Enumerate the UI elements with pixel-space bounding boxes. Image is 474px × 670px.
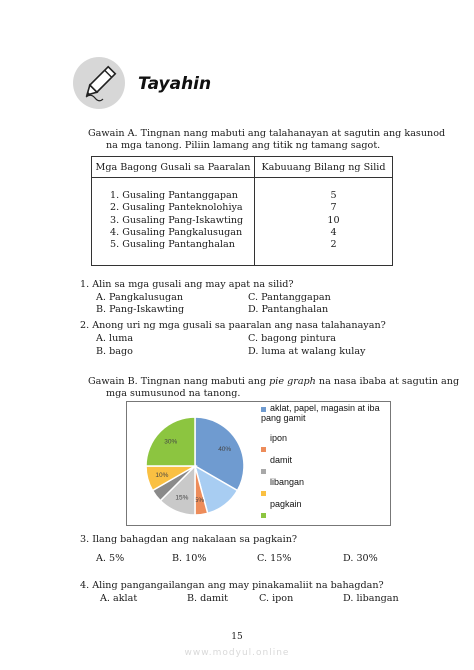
- option-2c: C. bagong pintura: [248, 333, 336, 344]
- gawain-b-instruction-post: na nasa ibaba at sagutin ang: [315, 376, 460, 387]
- table-row-count: 10: [327, 214, 340, 226]
- table-row-count: 5: [330, 190, 337, 201]
- page-number: 15: [231, 632, 243, 642]
- question-2: 2. Anong uri ng mga gusali sa paaralan ang nasa talahanayan?: [80, 320, 386, 331]
- pie-chart: [135, 404, 255, 522]
- table-row-name: 2. Gusaling Panteknolohiya: [110, 202, 243, 214]
- table-row-count: 4: [330, 226, 337, 238]
- option-2b: B. bago: [96, 346, 133, 357]
- legend-label: ipon: [270, 433, 288, 443]
- gawain-a-instruction-2: na mga tanong. Piliin lamang ang titik ng tamang sagot.: [106, 140, 381, 151]
- legend-label: damit: [270, 455, 293, 465]
- table-row-count: 2: [330, 239, 337, 251]
- option-3b: B. 10%: [172, 553, 207, 564]
- gawain-a-instruction-1: Gawain A. Tingnan nang mabuti ang talahanayan at sagutin ang kasunod: [88, 128, 446, 139]
- option-1d: D. Pantanghalan: [248, 304, 329, 315]
- table-counts-cell: [255, 178, 393, 266]
- question-1: 1. Alin sa mga gusali ang may apat na silid?: [80, 279, 294, 290]
- pie-chart-frame: [126, 401, 391, 526]
- option-4d: D. libangan: [343, 593, 399, 604]
- table-row-name: 5. Gusaling Pantanghalan: [110, 239, 235, 251]
- gawain-b-instruction-pre: Gawain B. Tingnan nang mabuti ang: [88, 376, 270, 387]
- legend-label-cont: pang gamit: [261, 413, 306, 423]
- pie-slice-label: 40%: [218, 445, 232, 453]
- option-3c: C. 15%: [257, 553, 292, 564]
- table-header-buildings: Mga Bagong Gusali sa Paaralan: [92, 157, 255, 178]
- legend-swatch: [261, 491, 266, 496]
- pencil-icon-circle: [73, 57, 125, 109]
- question-3: 3. Ilang bahagdan ang nakalaan sa pagkain?: [80, 534, 298, 545]
- legend-swatch: [261, 447, 266, 452]
- buildings-table: [91, 156, 393, 266]
- section-title: Tayahin: [138, 74, 212, 94]
- gawain-b-instruction-1: [88, 376, 459, 388]
- legend-label: pagkain: [270, 499, 302, 509]
- legend-label: aklat, papel, magasin at iba: [270, 403, 380, 413]
- legend-swatch: [261, 407, 266, 412]
- option-4c: C. ipon: [259, 593, 294, 604]
- pie-slice-label: 5%: [194, 497, 205, 505]
- pie-slice-label: 30%: [164, 438, 178, 446]
- legend-label: libangan: [270, 477, 305, 487]
- option-4b: B. damit: [187, 593, 229, 604]
- legend-swatch: [261, 469, 266, 474]
- option-2a: A. luma: [96, 333, 134, 344]
- pie-slice-label: 10%: [155, 471, 169, 479]
- watermark: www.modyul.online: [184, 648, 290, 658]
- option-1b: B. Pang-Iskawting: [96, 304, 185, 315]
- pencil-icon: [73, 57, 125, 109]
- table-names-cell: [92, 178, 255, 266]
- table-row-count: 7: [330, 202, 337, 214]
- option-3d: D. 30%: [343, 553, 378, 564]
- option-2d: D. luma at walang kulay: [248, 346, 366, 357]
- gawain-b-instruction-2: mga sumusunod na tanong.: [106, 388, 241, 399]
- table-header-rooms: Kabuuang Bilang ng Silid: [255, 157, 393, 178]
- option-1c: C. Pantanggapan: [248, 292, 331, 303]
- option-3a: A. 5%: [96, 553, 125, 564]
- option-4a: A. aklat: [100, 593, 138, 604]
- legend-swatch: [261, 513, 266, 518]
- pie-slice-label: 15%: [175, 494, 189, 502]
- option-1a: A. Pangkalusugan: [96, 292, 184, 303]
- table-row-name: 3. Gusaling Pang-Iskawting: [110, 214, 244, 226]
- gawain-b-instruction-em: pie graph: [269, 376, 316, 387]
- table-row-name: 4. Gusaling Pangkalusugan: [110, 226, 243, 238]
- table-row-name: 1. Gusaling Pantanggapan: [110, 190, 238, 201]
- question-4: 4. Aling pangangailangan ang may pinakamaliit na bahagdan?: [80, 580, 384, 591]
